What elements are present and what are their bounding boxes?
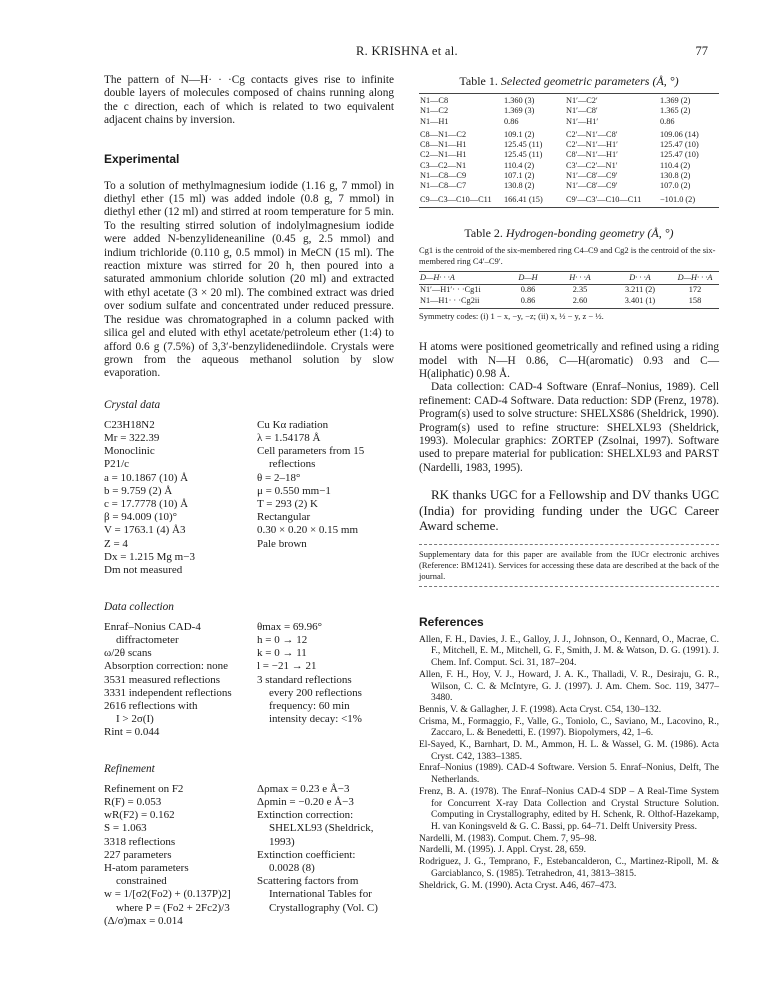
parameter-line: a = 10.1867 (10) Å [104, 471, 189, 484]
table-cell: 107.0 (2) [660, 181, 691, 191]
divider [419, 586, 719, 587]
parameter-line: T = 293 (2) K [257, 497, 318, 510]
parameter-line: S = 1.063 [104, 822, 147, 835]
table-cell: 3.401 (1) [609, 296, 671, 309]
left-column [104, 74, 394, 931]
table2-hydrogen-bonds [419, 271, 719, 309]
divider [419, 544, 719, 545]
intro-paragraph: The pattern of N—H· · ·Cg contacts gives rise to infinite double layers of molecules composed of chains running along the c direction, each of which is related to two equivalent adjacent chains by inversion. [104, 74, 394, 127]
table-cell: 130.8 (2) [504, 181, 535, 191]
parameter-line: diffractometer [116, 633, 179, 646]
table-cell: C3′—C2′—N1′ [566, 160, 618, 170]
crystal-data-right [257, 419, 397, 551]
parameter-line: Absorption correction: none [104, 660, 229, 673]
parameter-line: Rint = 0.044 [104, 726, 160, 739]
table-cell: 110.4 (2) [504, 160, 535, 170]
parameter-line: V = 1763.1 (4) Å3 [104, 524, 186, 537]
crystal-data-heading: Crystal data [104, 398, 161, 411]
table-row [419, 171, 719, 181]
parameter-line: 3318 reflections [104, 835, 176, 848]
table-cell: C2—N1—H1 [420, 150, 467, 160]
parameter-line: Cu Kα radiation [257, 418, 329, 431]
table1-caption: Selected geometric parameters (Å, °) [500, 74, 679, 88]
table-cell: C9′—C3′—C10—C11 [566, 194, 642, 204]
parameter-line: constrained [116, 875, 167, 888]
parameter-line: every 200 reflections [269, 686, 362, 699]
table-header-cell: D· · ·A [609, 271, 671, 284]
parameter-line: Dx = 1.215 Mg m−3 [104, 550, 195, 563]
table-row [419, 296, 719, 309]
data-collection-block [104, 621, 394, 743]
table-row [419, 181, 719, 191]
table-cell: N1′—H1′ [566, 116, 599, 126]
reference-item: Nardelli, M. (1995). J. Appl. Cryst. 28, 659. [419, 845, 587, 856]
reference-item: Nardelli, M. (1983). Comput. Chem. 7, 95–98. [419, 833, 597, 844]
parameter-line: θ = 2–18° [257, 471, 301, 484]
parameter-line: c = 17.7778 (10) Å [104, 497, 189, 510]
table1-title [419, 74, 719, 89]
parameter-line: H-atom parameters [104, 861, 189, 874]
table-cell: N1′—H1′· · ·Cg1i [420, 285, 481, 295]
parameter-line: 3331 independent reflections [104, 686, 232, 699]
table-cell: 2.60 [551, 296, 609, 309]
table-cell: N1—C2 [420, 106, 449, 116]
table2-caption: Hydrogen-bonding geometry (Å, °) [505, 225, 674, 240]
table-cell: N1′—C8′ [566, 106, 598, 116]
table-row [419, 150, 719, 160]
parameter-line: Mr = 322.39 [104, 431, 160, 444]
supplementary-note: Supplementary data for this paper are available from the IUCr electronic archives (Reference: BM1241). Services for accessing these data are described at the back of the journal. [419, 548, 719, 581]
parameter-line: 0.30 × 0.20 × 0.15 mm [257, 524, 359, 537]
table-cell: C9—C3—C10—C11 [420, 194, 492, 204]
table-cell: C8—N1—C2 [420, 129, 467, 139]
parameter-line: 0.0028 (8) [269, 861, 315, 874]
table-cell: C8′—N1′—H1′ [566, 150, 619, 160]
table1-label: Table 1. [459, 74, 498, 88]
table-cell: N1′—C8′—C9′ [566, 171, 618, 181]
table-row [419, 94, 719, 107]
table-cell: 125.47 (10) [660, 150, 699, 160]
parameter-line: λ = 1.54178 Å [257, 431, 321, 444]
table-cell: 1.369 (2) [660, 96, 691, 105]
table-cell: −101.0 (2) [660, 194, 696, 204]
table-cell: 130.8 (2) [660, 171, 691, 181]
experimental-heading: Experimental [104, 151, 180, 166]
hatoms-paragraph: H atoms were positioned geometrically and refined using a riding model with N—H 0.86, C—H(aromatic) 0.93 and C—H(aliphatic) 0.98 Å. [419, 341, 719, 380]
parameter-line: Refinement on F2 [104, 782, 184, 795]
crystal-data-block [104, 419, 394, 581]
reference-item: El-Sayed, K., Barnhart, D. M., Ammon, H. L. & Wassel, G. M. (1986). Acta Cryst. C42, 1383–1385. [419, 740, 719, 762]
table-cell: 172 [688, 285, 702, 295]
table-cell: C3—C2—N1 [420, 160, 467, 170]
parameter-line: Extinction correction: [257, 809, 354, 822]
table-cell: 107.1 (2) [504, 171, 535, 181]
parameter-line: μ = 0.550 mm−1 [257, 484, 331, 497]
right-column [419, 74, 719, 892]
table-cell: N1′—C8′—C9′ [566, 181, 618, 191]
table-row [419, 192, 719, 208]
table-cell: C2′—N1′—H1′ [566, 140, 619, 150]
refinement-right [257, 783, 397, 915]
table-cell: N1—C8—C7 [420, 181, 467, 191]
table-cell: 109.1 (2) [504, 129, 535, 139]
data-collection-right [257, 621, 397, 727]
reference-item: Crisma, M., Formaggio, F., Valle, G., Toniolo, C., Saviano, M., Lacovino, R., Zaccaro, L. & Benedetti, E. (1997). Biopolymers, 42, 1–6. [419, 716, 719, 739]
symmetry-codes: Symmetry codes: (i) 1 − x, −y, −z; (ii) x, ½ − y, z − ½. [419, 311, 604, 322]
parameter-line: 2616 reflections with [104, 699, 198, 712]
parameter-line: Pale brown [257, 537, 307, 550]
parameter-line: Δρmin = −0.20 e Å−3 [257, 795, 354, 808]
table-cell: C8—N1—H1 [420, 140, 467, 150]
parameter-line: 3531 measured reflections [104, 673, 221, 686]
parameter-line: k = 0 → 11 [257, 647, 307, 660]
table-cell: 1.360 (3) [504, 96, 535, 105]
parameter-line: β = 94.009 (10)° [104, 511, 178, 524]
parameter-line: Rectangular [257, 511, 311, 524]
table-cell: N1—H1 [420, 116, 449, 126]
parameter-line: R(F) = 0.053 [104, 795, 162, 808]
table-cell: N1—C8—C9 [420, 171, 467, 181]
crystal-data-left [104, 419, 254, 577]
reference-item: Sheldrick, G. M. (1990). Acta Cryst. A46, 467–473. [419, 880, 617, 891]
table-cell: 2.35 [572, 285, 588, 295]
software-paragraph: Data collection: CAD-4 Software (Enraf–Nonius, 1989). Cell refinement: CAD-4 Software. Data reduction: SDP (Frenz, 1978). Program(s) used to solve structure: SHELXS86 (Sheldrick, 1990). Program(s) used to refine structure: SHELXL93 (Sheldrick, 1993). Molecular graphics: ZORTEP (Zsolnai, 1997). Software used to prepare material for publication: SHELXL93 and PARST (Nardelli, 1983, 1995). [419, 381, 719, 474]
parameter-line: C23H18N2 [104, 418, 155, 431]
parameter-line: intensity decay: <1% [269, 713, 362, 726]
table-cell: 3.211 (2) [624, 285, 656, 295]
table-header-cell: D—H· · ·A [671, 271, 719, 284]
table-header-cell: H· · ·A [551, 271, 609, 284]
parameter-line: Enraf–Nonius CAD-4 [104, 620, 201, 633]
table1-geometric-parameters [419, 93, 719, 208]
page-number: 77 [695, 44, 708, 58]
table-cell: N1—H1· · ·Cg2ii [419, 296, 505, 309]
parameter-line: I > 2σ(I) [116, 713, 154, 726]
table-cell: 125.47 (10) [660, 140, 699, 150]
parameter-line: wR(F2) = 0.162 [104, 809, 175, 822]
parameter-line: Z = 4 [104, 537, 128, 550]
table-cell: N1—C8 [420, 96, 449, 105]
parameter-line: P21/c [104, 458, 130, 471]
table-cell: C2′—N1′—C8′ [566, 129, 618, 139]
table-row [419, 161, 719, 171]
reference-item: Allen, F. H., Hoy, V. J., Howard, J. A. K., Thalladi, V. R., Desiraju, G. R., Wilson, C. C. & McIntyre, G. J. (1997). J. Am. Chem. Soc. 119, 3477–3480. [419, 669, 719, 704]
table-row [419, 106, 719, 116]
parameter-line: 3 standard reflections [257, 673, 352, 686]
references-heading: References [419, 614, 484, 629]
parameter-line: Δρmax = 0.23 e Å−3 [257, 782, 350, 795]
table-cell: 109.06 (14) [660, 129, 699, 139]
parameter-line: 1993) [269, 835, 295, 848]
table2-label: Table 2. [464, 225, 503, 240]
reference-item: Enraf–Nonius (1989). CAD-4 Software. Version 5. Enraf–Nonius, Delft, The Netherlands. [419, 763, 719, 786]
table-row [419, 117, 719, 127]
table2-note: Cg1 is the centroid of the six-membered ring C4–C9 and Cg2 is the centroid of the six-membered ring C4′–C9′. [419, 244, 716, 266]
table-row [419, 127, 719, 140]
parameter-line: Crystallography (Vol. C) [269, 901, 378, 914]
table-header-cell: D—H [505, 271, 551, 284]
table-cell: 0.86 [660, 116, 675, 126]
parameter-line: 227 parameters [104, 848, 172, 861]
parameter-line: reflections [269, 458, 316, 471]
reference-item: Allen, F. H., Davies, J. E., Galloy, J. J., Johnson, O., Kennard, O., Macrae, C. F., Mitchell, E. M., Mitchell, G. F., Smith, J. M. & Watson, D. G. (1991). J. Chem. Inf. Comput. Sci. 31, 187–204. [419, 634, 719, 669]
parameter-line: frequency: 60 min [269, 699, 350, 712]
table-cell: 125.45 (11) [504, 140, 543, 150]
parameter-line: h = 0 → 12 [257, 633, 308, 646]
parameter-line: Extinction coefficient: [257, 848, 356, 861]
refinement-block [104, 783, 394, 931]
table-cell: 1.369 (3) [504, 106, 535, 116]
table2-title [419, 226, 719, 241]
parameter-line: (Δ/σ)max = 0.014 [104, 914, 183, 927]
parameter-line: SHELXL93 (Sheldrick, [269, 822, 374, 835]
table-cell: 0.86 [505, 296, 551, 309]
refinement-heading: Refinement [104, 762, 155, 775]
table-row [419, 285, 719, 296]
experimental-paragraph: To a solution of methylmagnesium iodide (1.16 g, 7 mmol) in diethyl ether (15 ml) was added indole (0.8 g, 7 mmol) in diethyl ether (12 ml) and stirred at room temperature for 5 min. To the resulting stirred solution of indolylmagnesium iodide were added N-benzylideneaniline (0.45 g, 2.5 mmol) and indium trichloride (0.110 g, 0.5 mmol) in MeCN (15 ml). The reaction mixture was stirred for 20 h, then poured into a saturated ammonium chloride solution (20 ml) and extracted with ethyl acetate (3 × 20 ml). The combined extract was dried over sodium sulfate and concentrated under reduced pressure. The residue was chromatographed in a column packed with silica gel and eluted with ethyl acetate/petroleum ether (1:4) to afford 0.6 g (7.5%) of 3,3′-benzylidenediindole. Crystals were grown from the aqueous methanol solution by slow evaporation. [104, 179, 394, 380]
table-cell: 110.4 (2) [660, 160, 691, 170]
table-cell: 125.45 (11) [504, 150, 543, 160]
acknowledgement: RK thanks UGC for a Fellowship and DV thanks UGC (India) for providing funding under the UGC Career Award scheme. [419, 487, 719, 534]
table-cell: 166.41 (15) [504, 194, 543, 204]
parameter-line: ω/2θ scans [104, 647, 152, 660]
table-header-cell: D—H· · ·A [419, 271, 505, 284]
parameter-line: l = −21 → 21 [257, 660, 317, 673]
parameter-line: Scattering factors from [257, 875, 359, 888]
table-cell: N1′—C2′ [566, 96, 598, 105]
data-collection-left [104, 621, 254, 740]
reference-item: Frenz, B. A. (1978). The Enraf–Nonius CAD-4 SDP – A Real-Time System for Concurrent X-ray Data Collection and Crystal Structure Solution. Computing in Crystallography, edited by H. Schenk, R. Olthof-Hazekamp, H. van Koningsveld & G. C. Bassi, pp. 64–71. Delft University Press. [419, 786, 719, 832]
references-list [419, 635, 719, 892]
parameter-line: Cell parameters from 15 [257, 445, 365, 458]
parameter-line: w = 1/[σ2(Fo2) + (0.137P)2] [104, 888, 231, 901]
reference-item: Rodriguez, J. G., Temprano, F., Estebancalderon, C., Martinez-Ripoll, M. & Garciablanco, S. (1985). Tetrahedron, 41, 3813–3815. [419, 857, 719, 879]
data-collection-heading: Data collection [104, 600, 174, 613]
running-head-author: R. KRISHNA et al. [356, 44, 458, 58]
reference-item: Bennis, V. & Gallagher, J. F. (1998). Acta Cryst. C54, 130–132. [419, 704, 662, 715]
table-row [419, 140, 719, 150]
table-cell: 1.365 (2) [660, 106, 691, 116]
parameter-line: Monoclinic [104, 445, 155, 458]
running-head [106, 44, 708, 60]
table-cell: 0.86 [520, 285, 536, 295]
parameter-line: Dm not measured [104, 563, 183, 576]
parameter-line: θmax = 69.96° [257, 620, 323, 633]
parameter-line: International Tables for [269, 888, 372, 901]
table-cell: 158 [671, 296, 719, 309]
parameter-line: where P = (Fo2 + 2Fc2)/3 [116, 901, 230, 914]
parameter-line: b = 9.759 (2) Å [104, 484, 173, 497]
refinement-left [104, 783, 254, 928]
table-cell: 0.86 [504, 116, 519, 126]
